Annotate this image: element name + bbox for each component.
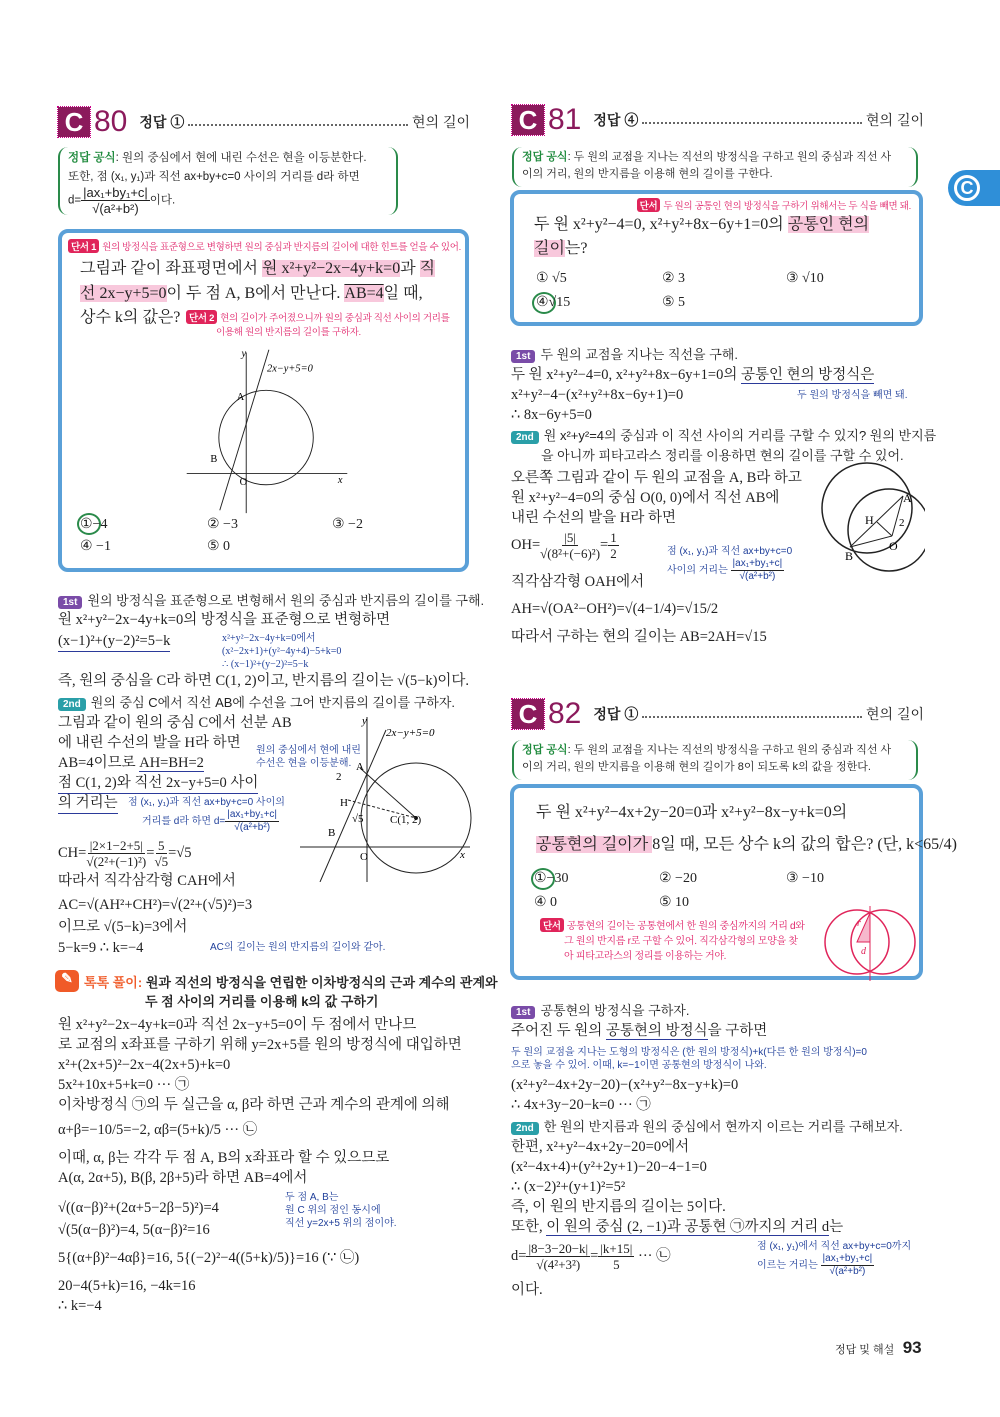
solution-line: ∴ (x−2)²+(y+1)²=5² [511, 1179, 626, 1195]
note-line: 거리를 d라 하면 d= [142, 816, 226, 828]
formula-text: 이의 거리, 원의 반지름을 이용해 현의 길이를 구한다. [522, 168, 773, 180]
solution-line: AC=√(AH²+CH²)=√(2²+(√5)²)=3 [58, 897, 253, 913]
side-note: AC의 길이는 원의 반지름의 길이와 같아. [210, 942, 386, 953]
c82-badge: C [512, 699, 544, 729]
solution-line: ∴ 8x−6y+5=0 [511, 407, 592, 423]
text: 두 원 x²+y²−4=0, x²+y²+8x−6y+1=0의 [534, 216, 788, 233]
note-line: (x²−2x+1)+(y²−4y+4)−5+k=0 [222, 646, 342, 657]
c80-formula-box [58, 147, 398, 215]
choice-2[interactable]: ② 3 [662, 271, 686, 286]
c80-problem-box [58, 229, 469, 572]
formula-label: 정답 공식 [522, 151, 568, 163]
c82-formula-box [512, 740, 918, 780]
formula-text: : 두 원의 교점을 지나는 직선의 방정식을 구하고 원의 중심과 직선 사 [567, 151, 892, 163]
solution-line: 원 x²+y²−2x−4y+k=0의 방정식을 표준형으로 변형하면 [58, 612, 391, 628]
numerator: 5 [158, 838, 165, 854]
denominator: √(a²+b²) [92, 201, 139, 216]
solution-line [511, 1021, 767, 1041]
hint-text: 그 원의 반지름 r로 구할 수 있어. 직각삼각형의 모양을 찾 [564, 936, 798, 947]
solution-line [511, 365, 874, 385]
numerator: |2×1−2+5| [89, 838, 143, 854]
side-note [285, 1191, 397, 1230]
point-label: H [340, 797, 348, 809]
c80-header [58, 106, 470, 138]
step-2 [58, 692, 455, 711]
highlight: 길이 [534, 240, 565, 257]
solution-line: (x²+y²−4x+2y−20)−(x²+y²−8x−y+k)=0 [511, 1077, 739, 1093]
problem-line [534, 212, 869, 238]
c81-badge: C [512, 105, 544, 135]
solution-line: 직각삼각형 OAH에서 [511, 574, 645, 590]
c81-topic: 현의 길이 [866, 112, 924, 128]
fraction [540, 530, 600, 561]
solution-line: 원 x²+y²−2x−4y+k=0과 직선 2x−y+5=0이 두 점에서 만나므 [58, 1017, 417, 1033]
text: AB=4이므로 [58, 755, 140, 771]
solution-line: x²+y²−4−(x²+y²+8x−6y+1)=0 [511, 387, 684, 403]
solution-line: 따라서 직각삼각형 CAH에서 [58, 873, 236, 889]
formula-label: 정답 공식 [522, 744, 568, 756]
hint-text: 두 원의 공통인 현의 방정식을 구하기 위해서는 두 식을 빼면 돼. [663, 201, 911, 212]
choice-5[interactable]: ⑤ 10 [659, 895, 690, 910]
c80-answer: 정답 ① [139, 114, 185, 130]
length-label: 2 [336, 771, 342, 783]
page-number: 93 [902, 1338, 922, 1357]
leader-dots [188, 124, 408, 126]
note-line: 점 (x₁, y₁)에서 직선 ax+by+c=0까지 [757, 1241, 912, 1252]
solution-line: √(5(α−β)²)=4, 5(α−β)²=16 [58, 1222, 210, 1238]
solution-line: 로 교점의 x좌표를 구하기 위해 y=2x+5를 원의 방정식에 대입하면 [58, 1037, 462, 1053]
note-line: ∴ (x−1)²+(y−2)²=5−k [222, 659, 309, 670]
formula-text: 이다. [149, 194, 176, 207]
text: 두 원 x²+y²−4=0, x²+y²+8x−6y+1=0의 [511, 367, 741, 383]
text: 또한, [511, 1219, 547, 1235]
solution-line: 이다. [511, 1282, 543, 1298]
line [320, 730, 386, 882]
problem-line: 상수 k의 값은? [80, 309, 181, 326]
solution-line: 에 내린 수선의 발을 H라 하면 [58, 735, 241, 751]
note-line: 두 점 A, B는 [285, 1192, 339, 1203]
fraction [608, 530, 619, 561]
tok-title [84, 972, 498, 1010]
step-text: 을 아니까 피타고라스 정리를 이용하면 현의 길이를 구할 수 있어. [541, 448, 904, 463]
numerator: |k+15| [600, 1241, 633, 1257]
axis-label: x [337, 474, 343, 486]
choice-3[interactable]: ③ √10 [786, 271, 824, 286]
c81-graph [815, 460, 925, 580]
step-text: 원의 방정식을 표준형으로 변형해서 원의 중심과 반지름의 길이를 구해. [87, 593, 485, 608]
tok-title-text: 원과 직선의 방정식을 연립한 이차방정식의 근과 계수의 관계와 [145, 975, 498, 990]
note-line: 원의 중심에서 현에 내린 [256, 745, 361, 756]
choice-2[interactable]: ② −3 [207, 517, 238, 532]
point-label: B [328, 827, 336, 839]
solution-line: (x−1)²+(y−2)²=5−k [58, 631, 170, 652]
solution-line: (x²−4x+4)+(y²+2y+1)−20−4−1=0 [511, 1159, 707, 1175]
step-tag: 1st [511, 1006, 535, 1019]
denominator: 5 [613, 1257, 620, 1273]
point-label: A [356, 761, 364, 773]
c81-number: 81 [548, 103, 582, 136]
hint-text: 현의 길이가 주어졌으니까 원의 중심과 직선 사이의 거리를 [220, 313, 450, 324]
fraction [526, 1241, 590, 1272]
axis-label: x [460, 849, 465, 861]
problem-line [536, 832, 957, 858]
choice-4[interactable]: ④ −1 [80, 539, 111, 554]
length-label: 2 [899, 517, 905, 529]
note-line: 수선은 현을 이등분해. [256, 758, 352, 769]
underlined: 공통현의 방정식 [605, 1023, 708, 1039]
c82-topic: 현의 길이 [866, 706, 924, 722]
tok-title-text: 두 점 사이의 거리를 이용해 k의 값 구하기 [145, 994, 379, 1009]
c80-badge: C [58, 107, 90, 137]
hint-tag: 단서 [540, 918, 564, 932]
c82-header [512, 698, 924, 730]
choice-1[interactable]: ① √5 [536, 271, 567, 286]
point-label: H [865, 513, 874, 527]
c82-problem-box [510, 784, 957, 980]
numerator: |ax₁+by₁+c| [732, 558, 783, 569]
distance-fraction [81, 185, 150, 216]
step-tag: 1st [58, 596, 82, 609]
point-label: O [889, 539, 898, 553]
denominator: √(a²+b²) [739, 571, 776, 582]
hint-tag: 단서 1 [68, 239, 99, 253]
solution-line: 한편, x²+y²−4x+2y−20=0에서 [511, 1139, 690, 1155]
side-note [757, 1240, 911, 1278]
text: = [146, 845, 155, 861]
step-1 [58, 590, 484, 609]
solution-line: ∴ k=−4 [58, 1298, 102, 1314]
circle [219, 390, 313, 484]
segment-oa [892, 496, 903, 536]
solution-line: 5{(α+β)²−4αβ}=16, 5{(−2)²−4((5+k)/5)}=16 (∵ ㉡) [58, 1250, 360, 1266]
text: =√5 [168, 845, 192, 861]
highlight: 직 [419, 260, 436, 277]
note-line: 점 (x₁, y₁)과 직선 ax+by+c=0 사이의 [128, 797, 285, 808]
step-tag: 2nd [58, 698, 86, 711]
highlight: 선 2x−y+5=0 [80, 285, 167, 302]
underlined: 이 원의 중심 (2, −1)과 공통현 ㉠까지의 거리 d [546, 1219, 830, 1235]
fraction [731, 558, 785, 583]
solution-line: 내린 수선의 발을 H라 하면 [511, 510, 677, 526]
choice-2[interactable]: ② −20 [659, 871, 697, 886]
hint-text: 아 피타고라스의 정리를 이용하는 거야. [564, 951, 727, 962]
c81-answer: 정답 ④ [593, 112, 639, 128]
oh-equation [511, 530, 619, 561]
denominator: 2 [610, 546, 617, 562]
denominator: √(a²+b²) [234, 822, 271, 833]
choice-5[interactable]: ⑤ 5 [662, 295, 686, 310]
line-label: 2x−y+5=0 [267, 363, 313, 375]
distance-fraction [225, 809, 279, 834]
origin-label: O [239, 476, 248, 488]
solution-line: 즉, 이 원의 반지름의 길이는 5이다. [511, 1199, 726, 1215]
point-label: C(1, 2) [390, 814, 422, 826]
solution-line: 20−4(5+k)=16, −4k=16 [58, 1278, 196, 1294]
step-tag: 1st [511, 350, 535, 363]
text: 는? [564, 240, 588, 257]
formula-text: d= [68, 194, 82, 207]
solution-line: ∴ 4x+3y−20−k=0 ··· ㉠ [511, 1097, 651, 1113]
c80-topic: 현의 길이 [412, 114, 470, 130]
solution-line: 점 C(1, 2)와 직선 2x−y+5=0 사이 [58, 773, 258, 794]
underlined: AH=BH=2 [139, 755, 204, 771]
hint-1 [68, 239, 461, 255]
side-note [128, 796, 285, 834]
side-note [667, 545, 792, 583]
step-text: 공통현의 방정식을 구하자. [540, 1003, 690, 1018]
text: 8일 때, 모든 상수 k의 값의 합은? (단, k<65/4) [652, 836, 957, 853]
hint [540, 918, 805, 964]
fraction [154, 838, 168, 869]
text: = [600, 537, 609, 553]
point-label: A [903, 491, 912, 505]
step-text: 두 원의 교점을 지나는 직선을 구해. [540, 347, 738, 362]
text: ··· ㉡ [638, 1248, 671, 1264]
c82-answer: 정답 ① [593, 706, 639, 722]
choice-1[interactable]: ①−30 [534, 871, 569, 886]
choice-5[interactable]: ⑤ 0 [207, 539, 231, 554]
c81-problem-box [510, 190, 923, 326]
step-text: 원 x²+y²=4의 중심과 이 직선 사이의 거리를 구할 수 있지? 원의 반지름 [543, 428, 937, 443]
text: d= [511, 1248, 527, 1264]
footer-label: 정답 및 해설 [835, 1344, 895, 1356]
text: = [590, 1248, 599, 1264]
problem-line [534, 236, 587, 262]
point-label: B [845, 549, 854, 563]
choice-1[interactable]: ①−4 [80, 517, 108, 532]
highlight: 공통현의 길이가 [536, 836, 653, 853]
circle-1 [822, 463, 912, 553]
formula-text: 또한, 점 (x₁, y₁)과 직선 ax+by+c=0 사이의 거리를 d라 하면 [68, 171, 360, 183]
solution-line: A(α, 2α+5), B(β, 2β+5)라 하면 AB=4에서 [58, 1170, 308, 1186]
step-2 [511, 1116, 903, 1135]
numerator: 1 [610, 530, 617, 546]
step-1 [511, 344, 738, 363]
hint-tag: 단서 [637, 198, 661, 212]
solution-line: x²+(2x+5)²−2x−4(2x+5)+k=0 [58, 1057, 231, 1073]
highlight: AB=4 [344, 285, 384, 302]
numerator: |ax₁+by₁+c| [83, 185, 148, 200]
section-tab-label: C [954, 175, 980, 201]
solution-line: 이므로 √(5−k)=3에서 [58, 919, 188, 935]
underlined: 공통인 현의 방정식은 [740, 367, 875, 383]
problem-line: 두 원 x²+y²−4x+2y−20=0과 x²+y²−8x−y+k=0의 [536, 804, 848, 821]
section-tab[interactable] [948, 170, 1000, 206]
formula-text: 이의 거리, 원의 반지름을 이용해 현의 길이가 8이 되도록 k의 값을 정한다. [522, 761, 871, 773]
fraction [86, 838, 146, 869]
hint-text: 원의 방정식을 표준형으로 변형하면 원의 중심과 반지름의 길이에 대한 힌트를 얻을 수 있어. [102, 242, 461, 253]
hint-text: 공통현의 길이는 공통현에서 한 원의 중심까지의 거리 d와 [566, 921, 805, 932]
denominator: √(4²+3²) [536, 1257, 581, 1273]
solution-line [511, 1217, 843, 1237]
length-label: √5 [352, 813, 364, 825]
solution-line: 이차방정식 ㉠의 두 실근을 α, β라 하면 근과 계수의 관계에 의해 [58, 1097, 450, 1113]
text: 과 [400, 260, 420, 277]
hint-tag: 단서 2 [186, 310, 217, 324]
choice-3[interactable]: ③ −10 [786, 871, 824, 886]
leader-dots [642, 122, 862, 124]
text: 는 [829, 1219, 844, 1235]
distance-label: d [861, 946, 866, 957]
solution-line: α+β=−10/5=−2, αβ=(5+k)/5 ··· ㉡ [58, 1122, 258, 1138]
point-label: A [236, 391, 245, 403]
segment-oh [877, 522, 892, 536]
text: 주어진 두 원의 [511, 1023, 606, 1039]
note-line: 이르는 거리는 [757, 1260, 818, 1272]
side-note [222, 632, 341, 671]
leader-dots [642, 716, 862, 718]
ch-equation [58, 838, 191, 869]
text: CH= [58, 845, 87, 861]
text: 그림과 같이 좌표평면에서 [80, 260, 263, 277]
text: 을 구하면 [707, 1023, 768, 1039]
problem-line [80, 281, 423, 307]
choice-4[interactable]: ④ 0 [534, 895, 558, 910]
text: OH= [511, 537, 541, 553]
page-footer [835, 1338, 922, 1358]
solution-line: 의 거리는 [58, 793, 118, 814]
solution-line [58, 753, 204, 773]
tok-icon: ✎ [55, 970, 79, 992]
c80-problem-graph [177, 345, 357, 515]
c81-formula-box [512, 147, 918, 187]
c82-number: 82 [548, 697, 582, 730]
solution-line: 5−k=9 ∴ k=−4 [58, 940, 144, 956]
axis-label: y [241, 348, 247, 360]
highlight: 공통인 현의 [787, 216, 870, 233]
tok-label: 톡톡 풀이: [84, 975, 143, 990]
highlight: 원 x²+y²−2x−4y+k=0 [262, 260, 401, 277]
text: 일 때, [383, 285, 423, 302]
fraction [598, 1241, 634, 1272]
denominator: √(8²+(−6)²) [540, 546, 601, 562]
solution-line: 따라서 구하는 현의 길이는 AB=2AH=√15 [511, 629, 767, 645]
solution-line: 오른쪽 그림과 같이 두 원의 교점을 A, B라 하고 [511, 470, 802, 486]
c80-number: 80 [94, 105, 128, 138]
c80-solution-graph [300, 712, 475, 882]
numerator: |ax₁+by₁+c| [822, 1253, 873, 1264]
note-line: 원 C 위의 점인 동시에 [285, 1205, 381, 1216]
formula-text: : 두 원의 교점을 지나는 직선의 방정식을 구하고 원의 중심과 직선 사 [567, 744, 892, 756]
note-line: 사이의 거리는 [667, 565, 728, 577]
numerator: |ax₁+by₁+c| [227, 809, 278, 820]
solution-line: 즉, 원의 중심을 C라 하면 C(1, 2)이고, 반지름의 길이는 √(5−k)이다. [58, 673, 470, 689]
choice-4[interactable]: ④√15 [536, 295, 571, 310]
hint-text: 이용해 원의 반지름의 길이를 구하자. [216, 327, 361, 338]
hint-2 [186, 310, 450, 340]
side-note [511, 1046, 867, 1072]
origin-label: O [360, 851, 368, 863]
note-line: x²+y²−2x−4y+k=0에서 [222, 633, 316, 644]
d-equation [511, 1240, 671, 1272]
step-text: 한 원의 반지름과 원의 중심에서 현까지 이르는 거리를 구해보자. [543, 1119, 903, 1134]
denominator: √(2²+(−1)²) [86, 854, 147, 870]
step-1 [511, 1000, 689, 1019]
solution-line: 이때, α, β는 각각 두 점 A, B의 x좌표라 할 수 있으므로 [58, 1150, 390, 1166]
text: 이 두 점 A, B에서 만난다. [166, 285, 345, 302]
note-line: 점 (x₁, y₁)과 직선 ax+by+c=0 [667, 546, 793, 557]
line-label: 2x−y+5=0 [386, 727, 435, 739]
axis-label: y [362, 715, 367, 727]
c82-hint-graph [819, 906, 919, 981]
solution-line: √((α−β)²+(2α+5−2β−5)²)=4 [58, 1200, 219, 1216]
point-label: B [210, 454, 218, 466]
choice-3[interactable]: ③ −2 [332, 517, 363, 532]
solution-line: 5x²+10x+5+k=0 ··· ㉠ [58, 1077, 190, 1093]
note-line: 으로 놓을 수 있어. 이때, k=−1이면 공통현의 방정식이 나와. [511, 1060, 767, 1071]
circle-2 [848, 489, 925, 571]
numerator: |5| [564, 530, 576, 546]
denominator: √5 [154, 854, 169, 870]
radius-label: r [857, 918, 861, 929]
denominator: √(a²+b²) [829, 1266, 866, 1277]
c81-header [512, 104, 924, 136]
note-line: 두 원의 교점을 지나는 도형의 방정식은 (한 원의 방정식)+k(다른 한 원의 방정식)=0 [511, 1047, 867, 1058]
step-tag: 2nd [511, 431, 539, 444]
step-text: 원의 중심 C에서 직선 AB에 수선을 그어 반지름의 길이를 구하자. [90, 695, 456, 710]
step-tag: 2nd [511, 1122, 539, 1135]
formula-text: : 원의 중심에서 현에 내린 수선은 현을 이등분한다. [115, 152, 367, 164]
formula-label: 정답 공식 [68, 152, 116, 164]
numerator: |8−3−20−k| [528, 1241, 589, 1257]
side-note: 두 원의 방정식을 빼면 돼. [797, 390, 908, 401]
fraction [821, 1253, 875, 1278]
note-line: 직선 y=2x+5 위의 점이야. [285, 1218, 397, 1229]
solution-line: 원 x²+y²−4=0의 중심 O(0, 0)에서 직선 AB에 [511, 490, 780, 506]
problem-line [80, 256, 435, 282]
solution-line: AH=√(OA²−OH²)=√(4−1/4)=√15/2 [511, 601, 719, 617]
solution-line: 그림과 같이 원의 중심 C에서 선분 AB [58, 715, 292, 731]
